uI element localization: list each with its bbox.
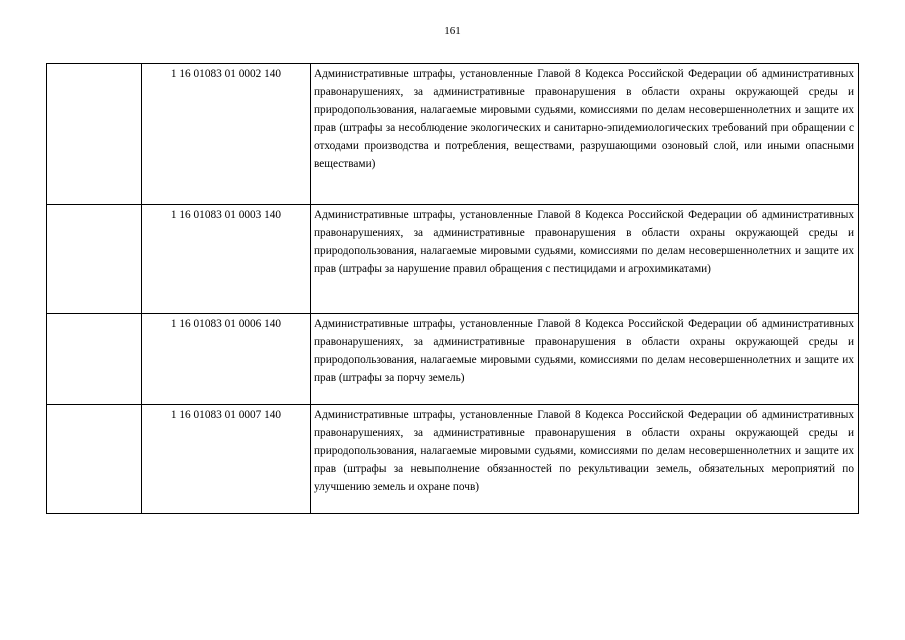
revenue-code-cell: 1 16 01083 01 0006 140 [142,314,311,405]
revenue-code-cell: 1 16 01083 01 0003 140 [142,205,311,314]
admin-code-cell [47,314,142,405]
table-row [47,205,859,314]
table-row [47,405,859,514]
revenue-code-cell: 1 16 01083 01 0002 140 [142,64,311,205]
description-cell: Административные штрафы, установленные Главой 8 Кодекса Российской Федерации об административных правонарушениях, за административные правонарушения в области охраны окружающей среды и природопользования, налагаемые мировыми судьями, комиссиями по делам несовершеннолетних и защите их прав (штрафы за порчу земель) [311,314,859,405]
admin-code-cell [47,205,142,314]
description-cell: Административные штрафы, установленные Главой 8 Кодекса Российской Федерации об административных правонарушениях, за административные правонарушения в области охраны окружающей среды и природопользования, налагаемые мировыми судьями, комиссиями по делам несовершеннолетних и защите их прав (штрафы за невыполнение обязанностей по рекультивации земель, обязательных мероприятий по улучшению земель и охране почв) [311,405,859,514]
admin-code-cell [47,64,142,205]
budget-classification-table [46,63,859,514]
description-cell: Административные штрафы, установленные Главой 8 Кодекса Российской Федерации об административных правонарушениях, за административные правонарушения в области охраны окружающей среды и природопользования, налагаемые мировыми судьями, комиссиями по делам несовершеннолетних и защите их прав (штрафы за нарушение правил обращения с пестицидами и агрохимикатами) [311,205,859,314]
page-number: 161 [444,25,461,37]
description-cell: Административные штрафы, установленные Главой 8 Кодекса Российской Федерации об административных правонарушениях, за административные правонарушения в области охраны окружающей среды и природопользования, налагаемые мировыми судьями, комиссиями по делам несовершеннолетних и защите их прав (штрафы за несоблюдение экологических и санитарно-эпидемиологических требований при обращении с отходами производства и потребления, веществами, разрушающими озоновый слой, или иными опасными веществами) [311,64,859,205]
admin-code-cell [47,405,142,514]
revenue-code-cell: 1 16 01083 01 0007 140 [142,405,311,514]
table-row [47,64,859,205]
table-row [47,314,859,405]
